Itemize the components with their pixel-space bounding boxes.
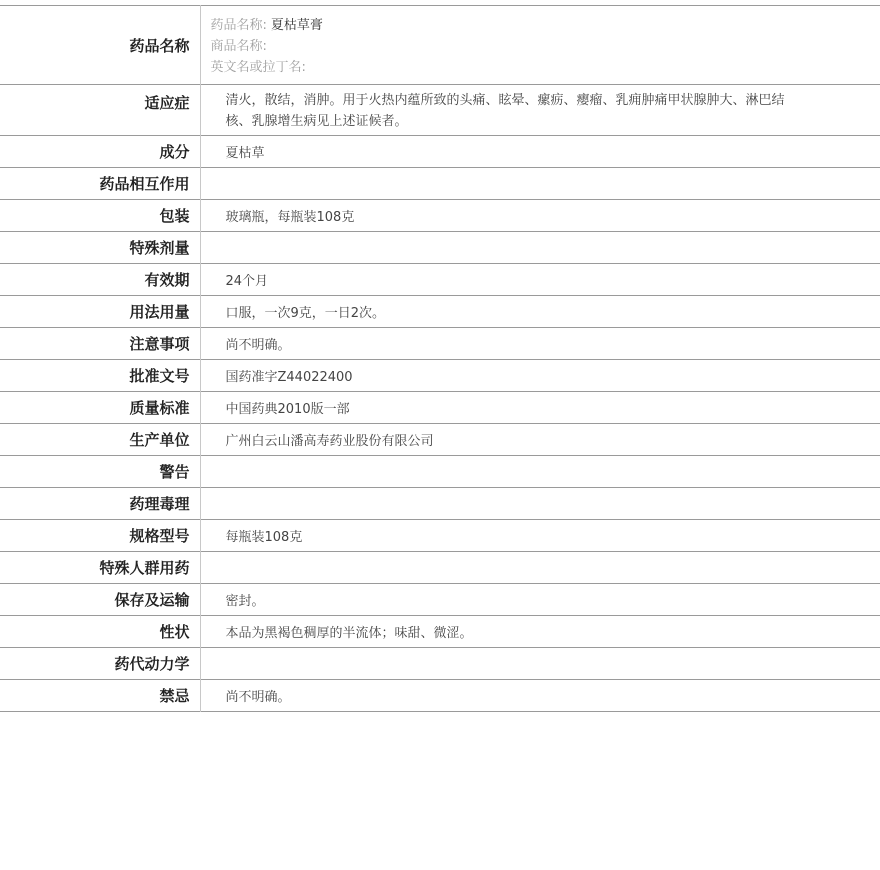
row-value xyxy=(200,168,880,200)
row-value: 玻璃瓶，每瓶装108克 xyxy=(225,210,355,225)
row-label: 质量标准 xyxy=(0,392,200,424)
table-row-description xyxy=(0,616,880,648)
table-row-special-dosage xyxy=(0,232,880,264)
row-value: 清火，散结，消肿。用于火热内蕴所致的头痛、眩晕、瘰疬、瘿瘤、乳痈肿痛甲状腺肿大、淋巴结核、乳腺增生病见上述证候者。 xyxy=(225,93,785,129)
table-row-approval-number xyxy=(0,360,880,392)
table-row-drug-name xyxy=(0,6,880,85)
row-value: 国药准字Z44022400 xyxy=(225,370,353,385)
row-label: 禁忌 xyxy=(0,680,200,712)
table-row-contraindications xyxy=(0,680,880,712)
generic-name-value: 夏枯草膏 xyxy=(270,18,323,33)
row-value xyxy=(200,648,880,680)
table-row-quality-standard xyxy=(0,392,880,424)
row-value: 尚不明确。 xyxy=(225,690,291,705)
row-value: 夏枯草 xyxy=(225,146,265,161)
generic-name-line xyxy=(211,15,880,36)
table-row-interactions xyxy=(0,168,880,200)
row-label: 警告 xyxy=(0,456,200,488)
table-row-indications xyxy=(0,85,880,136)
row-label: 适应症 xyxy=(0,85,200,136)
table-row-pharmacokinetics xyxy=(0,648,880,680)
row-value: 口服，一次9克，一日2次。 xyxy=(225,306,386,321)
table-row-shelf-life xyxy=(0,264,880,296)
drug-spec-table xyxy=(0,5,880,712)
row-label: 用法用量 xyxy=(0,296,200,328)
row-value: 密封。 xyxy=(225,594,265,609)
table-row-dosage xyxy=(0,296,880,328)
row-value: 中国药典2010版一部 xyxy=(225,402,350,417)
row-value: 24个月 xyxy=(225,274,269,289)
row-label: 有效期 xyxy=(0,264,200,296)
row-value: 广州白云山潘高寿药业股份有限公司 xyxy=(225,434,434,449)
row-label: 保存及运输 xyxy=(0,584,200,616)
table-row-precautions xyxy=(0,328,880,360)
trade-name-line xyxy=(211,36,880,57)
row-label: 药理毒理 xyxy=(0,488,200,520)
table-row-storage xyxy=(0,584,880,616)
table-row-pharmacology xyxy=(0,488,880,520)
row-value: 每瓶装108克 xyxy=(225,530,303,545)
row-value xyxy=(200,456,880,488)
row-label: 特殊剂量 xyxy=(0,232,200,264)
table-row-warning xyxy=(0,456,880,488)
row-label: 药品名称 xyxy=(0,6,200,85)
generic-name-key: 药品名称: xyxy=(210,18,267,33)
english-name-key: 英文名或拉丁名: xyxy=(210,60,306,75)
row-label: 特殊人群用药 xyxy=(0,552,200,584)
table-row-manufacturer xyxy=(0,424,880,456)
drug-name-cell xyxy=(200,6,880,85)
row-label: 批准文号 xyxy=(0,360,200,392)
table-row-packaging xyxy=(0,200,880,232)
row-label: 性状 xyxy=(0,616,200,648)
row-value xyxy=(200,552,880,584)
row-value xyxy=(200,488,880,520)
row-label: 规格型号 xyxy=(0,520,200,552)
row-label: 成分 xyxy=(0,136,200,168)
row-label: 药品相互作用 xyxy=(0,168,200,200)
table-row-special-populations xyxy=(0,552,880,584)
row-value: 尚不明确。 xyxy=(225,338,291,353)
trade-name-key: 商品名称: xyxy=(210,39,267,54)
row-value xyxy=(200,232,880,264)
row-label: 生产单位 xyxy=(0,424,200,456)
row-label: 注意事项 xyxy=(0,328,200,360)
row-label: 药代动力学 xyxy=(0,648,200,680)
row-value: 本品为黑褐色稠厚的半流体；味甜、微涩。 xyxy=(225,626,473,641)
table-row-ingredients xyxy=(0,136,880,168)
english-name-line xyxy=(211,57,880,78)
row-label: 包装 xyxy=(0,200,200,232)
table-row-specification xyxy=(0,520,880,552)
